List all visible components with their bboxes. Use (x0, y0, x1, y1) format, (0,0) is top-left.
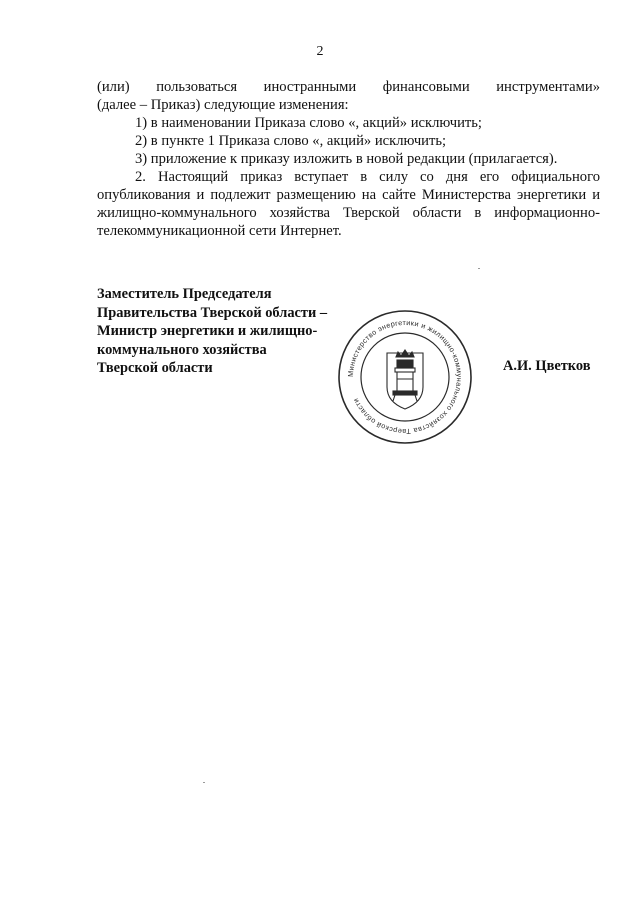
signature-title-line: Правительства Тверской области – (97, 304, 328, 321)
signature-title-line: Заместитель Председателя (97, 286, 272, 302)
seal-text-path: Министерство энергетики и жилищно-коммунального хозяйства Тверской области (345, 317, 465, 437)
official-seal (335, 307, 475, 447)
signature-title-line: Министр энергетики и жилищно- (97, 323, 318, 339)
paragraph-2: 2. Настоящий приказ вступает в силу со дня его официального опубликования и подлежит размещению на сайте Министерства энергетики и жилищно-коммунального хозяйства Тверской области в информационно-телекоммуникационной сети Интернет. (97, 169, 600, 239)
coat-of-arms-icon (387, 350, 423, 409)
scan-artifact (478, 268, 480, 269)
paragraph-1-line-1: (или) пользоваться иностранными финансовыми инструментами» (97, 79, 600, 95)
seal-inner-ring (361, 333, 449, 421)
signer-name: А.И. Цветков (503, 358, 591, 374)
seal-text (346, 318, 464, 436)
list-item-2: 2) в пункте 1 Приказа слово «, акций» исключить; (135, 133, 447, 149)
seal-outer-ring (339, 311, 471, 443)
signature-title (97, 285, 357, 378)
list-item-1: 1) в наименовании Приказа слово «, акций» исключить; (135, 115, 482, 131)
signature-title-line: коммунального хозяйства (97, 341, 267, 358)
list-item-3: 3) приложение к приказу изложить в новой редакции (прилагается). (135, 151, 558, 167)
page-number: 2 (316, 44, 324, 59)
paragraph-1-line-2: (далее – Приказ) следующие изменения: (97, 97, 349, 113)
scan-artifact (203, 782, 205, 783)
document-body (97, 78, 600, 240)
signature-title-line: Тверской области (97, 360, 213, 376)
